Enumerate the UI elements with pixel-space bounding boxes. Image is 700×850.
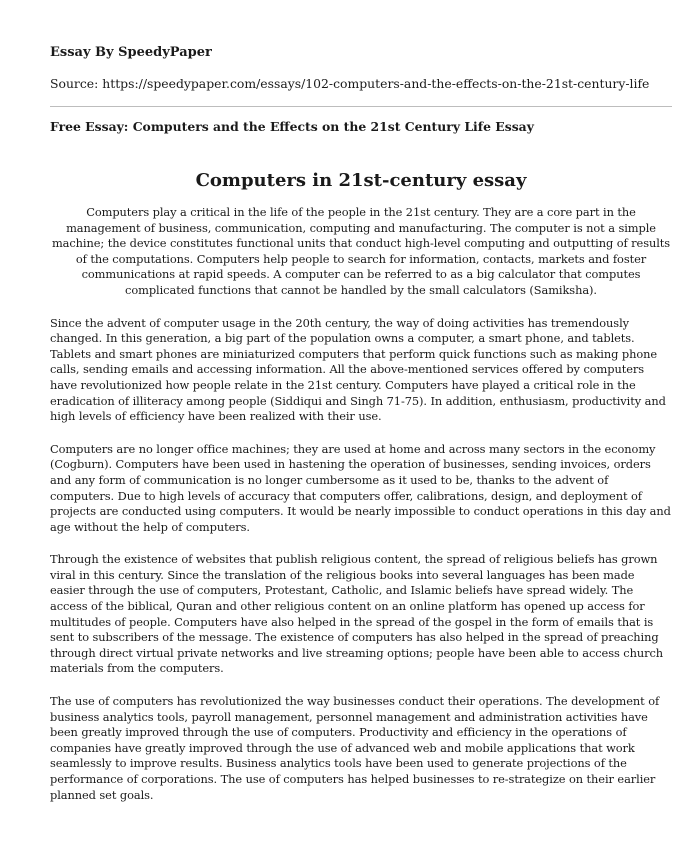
source-url: Source: https://speedypaper.com/essays/102-computers-and-the-effects-on-the-21st-century-life xyxy=(50,76,650,91)
essay-paragraph: Since the advent of computer usage in the 20th century, the way of doing activities has tremendously changed. In this generation, a big part of the population owns a computer, a smart phone, and tablets. Tablets and smart phones are miniaturized computers that perform quick functions such as making phone calls, sending emails and accessing information. All the above-mentioned services offered by computers have revolutionized how people relate in the 21st century. Computers have played a critical role in the eradication of illiteracy among people (Siddiqui and Singh 71-75). In addition, enthusiasm, productivity and high levels of efficiency have been realized with their use. xyxy=(50,315,666,424)
essay-paragraph: Computers are no longer office machines; they are used at home and across many sectors in the economy (Cogburn). Computers have been used in hastening the operation of businesses, sending invoices, orders and any form of communication is no longer cumbersome as it used to be, thanks to the advent of computers. Due to high levels of accuracy that computers offer, calibrations, design, and deployment of projects are conducted using computers. It would be nearly impossible to conduct operations in this day and age without the help of computers. xyxy=(50,441,671,534)
site-label: Essay By SpeedyPaper xyxy=(50,45,212,60)
essay-intro: Computers play a critical in the life of the people in the 21st century. They are a core part in the management of business, communication, computing and manufacturing. The computer is not a simple machine; the device constitutes functional units that conduct high-level computing and outputting of results of the computations. Computers help people to search for information, contacts, markets and foster communications at rapid speeds. A computer can be referred to as a big calculator that computes complicated functions that cannot be handled by the small calculators (Samiksha). xyxy=(51,205,671,297)
essay-heading: Computers in 21st-century essay xyxy=(195,170,527,191)
document-title: Free Essay: Computers and the Effects on the 21st Century Life Essay xyxy=(50,119,534,134)
header-divider xyxy=(50,106,672,107)
essay-paragraph: The use of computers has revolutionized the way businesses conduct their operations. The development of business analytics tools, payroll management, personnel management and administration activities have been greatly improved through the use of computers. Productivity and efficiency in the operations of companies have greatly improved through the use of advanced web and mobile applications that work seamlessly to improve results. Business analytics tools have been used to generate projections of the performance of corporations. The use of computers has helped businesses to re-strategize on their earlier planned set goals. xyxy=(50,694,660,802)
essay-paragraph: Through the existence of websites that publish religious content, the spread of religious beliefs has grown viral in this century. Since the translation of the religious books into several languages has been made easier through the use of computers, Protestant, Catholic, and Islamic beliefs have spread widely. The access of the biblical, Quran and other religious content on an online platform has opened up access for multitudes of people. Computers have also helped in the spread of the gospel in the form of emails that is sent to subscribers of the message. The existence of computers has also helped in the spread of preaching through direct virtual private networks and live streaming options; people have been able to access church materials from the computers. xyxy=(50,552,664,676)
